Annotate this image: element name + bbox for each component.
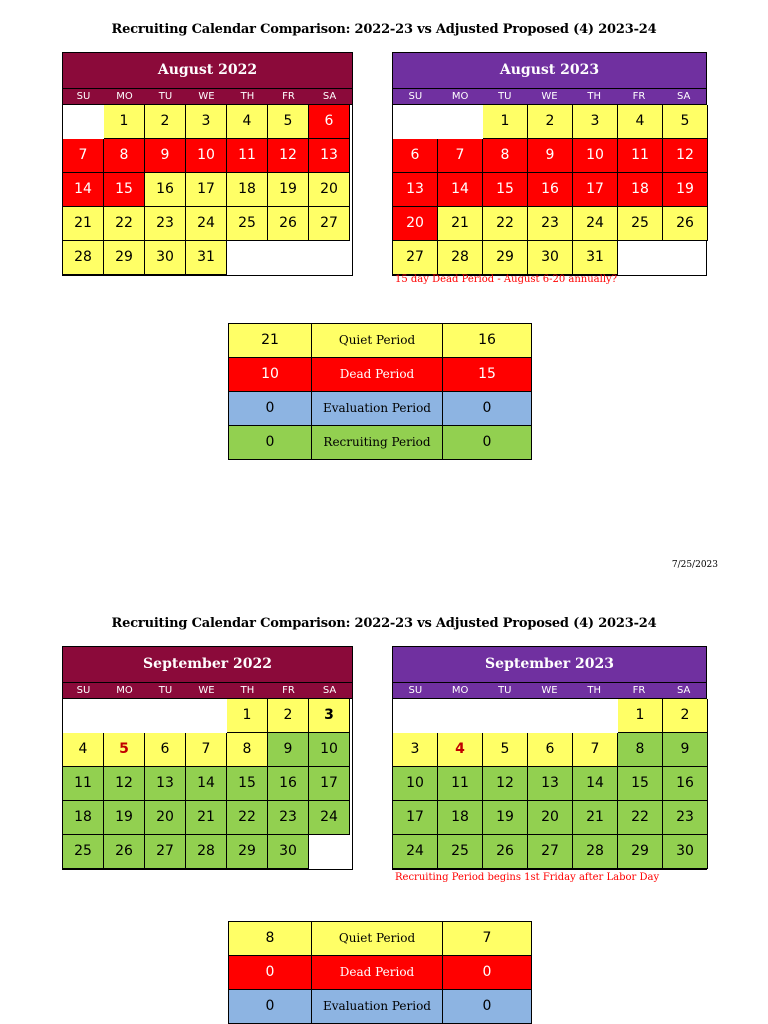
day-cell: 13 bbox=[309, 139, 350, 173]
day-cell: 2 bbox=[663, 699, 708, 733]
day-cell: 25 bbox=[227, 207, 268, 241]
weekday-label: WE bbox=[541, 91, 558, 102]
day-cell: 3 bbox=[393, 733, 438, 767]
proposed-year-count: 16 bbox=[478, 332, 496, 348]
day-grid bbox=[393, 105, 708, 275]
weekday-label: MO bbox=[451, 685, 469, 696]
calendar-august-2022 bbox=[62, 52, 353, 276]
day-cell: 31 bbox=[186, 241, 227, 275]
empty-cell bbox=[528, 699, 573, 733]
day-cell: 7 bbox=[186, 733, 227, 767]
proposed-year-count: 7 bbox=[482, 930, 492, 946]
day-cell: 18 bbox=[618, 173, 663, 207]
period-label: Quiet Period bbox=[312, 324, 443, 357]
day-cell: 2 bbox=[268, 699, 309, 733]
day-cell: 25 bbox=[618, 207, 663, 241]
summary-row bbox=[229, 426, 531, 459]
empty-cell bbox=[573, 699, 618, 733]
day-grid bbox=[393, 699, 708, 869]
day-cell: 14 bbox=[438, 173, 483, 207]
day-cell: 29 bbox=[483, 241, 528, 275]
day-cell: 24 bbox=[393, 835, 438, 869]
recruiting-period-note: Recruiting Period begins 1st Friday after Labor Day bbox=[395, 872, 660, 883]
day-cell: 7 bbox=[438, 139, 483, 173]
period-label: Dead Period bbox=[312, 358, 443, 391]
day-cell: 24 bbox=[309, 801, 350, 835]
day-cell: 21 bbox=[63, 207, 104, 241]
day-cell: 30 bbox=[663, 835, 708, 869]
day-cell: 18 bbox=[227, 173, 268, 207]
day-cell: 15 bbox=[227, 767, 268, 801]
weekday-label: MO bbox=[116, 685, 133, 696]
prior-year-count: 0 bbox=[229, 990, 312, 1023]
weekday-label: TH bbox=[587, 91, 602, 102]
day-cell: 6 bbox=[309, 105, 350, 139]
day-cell: 3 bbox=[309, 699, 350, 733]
day-cell: 16 bbox=[268, 767, 309, 801]
day-cell: 12 bbox=[483, 767, 528, 801]
day-cell: 19 bbox=[268, 173, 309, 207]
day-cell: 19 bbox=[663, 173, 708, 207]
day-cell: 14 bbox=[186, 767, 227, 801]
day-cell: 24 bbox=[573, 207, 618, 241]
weekday-label: SU bbox=[76, 91, 91, 102]
calendar-month-title: August 2023 bbox=[393, 53, 706, 89]
day-cell: 22 bbox=[618, 801, 663, 835]
day-cell: 30 bbox=[145, 241, 186, 275]
day-cell: 3 bbox=[186, 105, 227, 139]
day-cell: 4 bbox=[227, 105, 268, 139]
day-cell: 28 bbox=[63, 241, 104, 275]
day-cell: 22 bbox=[227, 801, 268, 835]
day-cell: 17 bbox=[309, 767, 350, 801]
day-cell: 23 bbox=[145, 207, 186, 241]
day-cell: 12 bbox=[268, 139, 309, 173]
day-cell: 2 bbox=[528, 105, 573, 139]
day-cell: 5 bbox=[483, 733, 528, 767]
day-grid bbox=[63, 699, 350, 869]
day-cell: 8 bbox=[227, 733, 268, 767]
day-cell: 18 bbox=[63, 801, 104, 835]
day-cell: 9 bbox=[528, 139, 573, 173]
day-cell: 26 bbox=[268, 207, 309, 241]
weekday-label: TU bbox=[498, 685, 512, 696]
prior-year-count: 0 bbox=[229, 426, 312, 459]
proposed-year-count: 0 bbox=[482, 964, 492, 980]
calendar-september-2023 bbox=[392, 646, 707, 870]
summary-row bbox=[229, 324, 531, 358]
prior-year-count: 0 bbox=[229, 392, 312, 425]
day-cell: 20 bbox=[145, 801, 186, 835]
empty-cell bbox=[393, 105, 438, 139]
dead-period-note: 15 day Dead Period - August 6-20 annually? bbox=[395, 274, 618, 285]
empty-cell bbox=[438, 105, 483, 139]
day-cell: 5 bbox=[268, 105, 309, 139]
summary-row bbox=[229, 990, 531, 1023]
day-cell: 20 bbox=[393, 207, 438, 241]
empty-cell bbox=[186, 699, 227, 733]
day-cell: 7 bbox=[573, 733, 618, 767]
prior-year-count: 10 bbox=[229, 358, 312, 391]
weekday-label: SU bbox=[408, 685, 423, 696]
day-cell: 1 bbox=[104, 105, 145, 139]
weekday-label: FR bbox=[282, 91, 295, 102]
day-cell: 10 bbox=[393, 767, 438, 801]
day-cell: 9 bbox=[268, 733, 309, 767]
day-cell: 27 bbox=[145, 835, 186, 869]
empty-cell bbox=[145, 699, 186, 733]
empty-cell bbox=[483, 699, 528, 733]
day-cell: 25 bbox=[438, 835, 483, 869]
day-cell: 12 bbox=[104, 767, 145, 801]
day-cell: 8 bbox=[104, 139, 145, 173]
calendar-september-2022 bbox=[62, 646, 353, 870]
calendar-month-title: August 2022 bbox=[63, 53, 352, 89]
weekday-label: MO bbox=[451, 91, 469, 102]
weekday-label: WE bbox=[198, 685, 215, 696]
day-cell: 6 bbox=[145, 733, 186, 767]
weekday-label: SU bbox=[76, 685, 91, 696]
day-cell: 4 bbox=[618, 105, 663, 139]
summary-row bbox=[229, 956, 531, 990]
day-cell: 6 bbox=[528, 733, 573, 767]
day-cell: 18 bbox=[438, 801, 483, 835]
day-cell: 17 bbox=[186, 173, 227, 207]
day-cell: 11 bbox=[618, 139, 663, 173]
weekday-label: WE bbox=[541, 685, 558, 696]
day-cell: 21 bbox=[438, 207, 483, 241]
page-title: Recruiting Calendar Comparison: 2022-23 vs Adjusted Proposed (4) 2023-24 bbox=[111, 22, 657, 37]
day-cell: 21 bbox=[573, 801, 618, 835]
period-label: Recruiting Period bbox=[312, 426, 443, 459]
day-cell: 5 bbox=[663, 105, 708, 139]
day-cell: 12 bbox=[663, 139, 708, 173]
day-cell: 19 bbox=[483, 801, 528, 835]
day-cell: 23 bbox=[528, 207, 573, 241]
summary-row bbox=[229, 358, 531, 392]
day-cell: 1 bbox=[227, 699, 268, 733]
period-label: Evaluation Period bbox=[312, 392, 443, 425]
day-cell: 1 bbox=[618, 699, 663, 733]
day-cell: 9 bbox=[663, 733, 708, 767]
empty-cell bbox=[63, 105, 104, 139]
prior-year-count: 8 bbox=[229, 922, 312, 955]
day-cell: 15 bbox=[483, 173, 528, 207]
day-cell: 9 bbox=[145, 139, 186, 173]
proposed-year-count: 15 bbox=[478, 366, 496, 382]
day-cell: 6 bbox=[393, 139, 438, 173]
day-cell: 17 bbox=[393, 801, 438, 835]
day-cell: 25 bbox=[63, 835, 104, 869]
day-cell: 10 bbox=[573, 139, 618, 173]
proposed-year-count: 0 bbox=[482, 998, 492, 1014]
day-cell: 28 bbox=[573, 835, 618, 869]
weekday-header bbox=[393, 89, 706, 105]
day-cell: 17 bbox=[573, 173, 618, 207]
weekday-label: TH bbox=[240, 685, 255, 696]
day-cell: 29 bbox=[104, 241, 145, 275]
weekday-label: SA bbox=[322, 685, 337, 696]
weekday-label: FR bbox=[282, 685, 295, 696]
weekday-header bbox=[63, 683, 352, 699]
day-cell: 13 bbox=[528, 767, 573, 801]
page-date: 7/25/2023 bbox=[671, 560, 718, 570]
empty-cell bbox=[438, 699, 483, 733]
day-cell: 22 bbox=[483, 207, 528, 241]
day-cell: 14 bbox=[63, 173, 104, 207]
day-cell: 5 bbox=[104, 733, 145, 767]
empty-cell bbox=[104, 699, 145, 733]
weekday-label: FR bbox=[632, 91, 646, 102]
weekday-label: TH bbox=[587, 685, 602, 696]
day-cell: 28 bbox=[186, 835, 227, 869]
weekday-label: TU bbox=[158, 91, 173, 102]
day-cell: 11 bbox=[438, 767, 483, 801]
summary-row bbox=[229, 922, 531, 956]
day-cell: 26 bbox=[483, 835, 528, 869]
day-cell: 29 bbox=[618, 835, 663, 869]
day-cell: 16 bbox=[145, 173, 186, 207]
day-cell: 24 bbox=[186, 207, 227, 241]
day-cell: 15 bbox=[104, 173, 145, 207]
weekday-label: SA bbox=[676, 685, 691, 696]
weekday-label: MO bbox=[116, 91, 133, 102]
proposed-year-count: 0 bbox=[482, 400, 492, 416]
weekday-label: TU bbox=[498, 91, 512, 102]
day-cell: 1 bbox=[483, 105, 528, 139]
day-cell: 22 bbox=[104, 207, 145, 241]
weekday-label: SU bbox=[408, 91, 423, 102]
day-cell: 26 bbox=[663, 207, 708, 241]
empty-cell bbox=[63, 699, 104, 733]
day-cell: 10 bbox=[186, 139, 227, 173]
day-cell: 27 bbox=[393, 241, 438, 275]
calendar-august-2023 bbox=[392, 52, 707, 276]
day-cell: 13 bbox=[145, 767, 186, 801]
day-cell: 2 bbox=[145, 105, 186, 139]
calendar-month-title: September 2022 bbox=[63, 647, 352, 683]
day-cell: 8 bbox=[618, 733, 663, 767]
prior-year-count: 0 bbox=[229, 956, 312, 989]
day-cell: 11 bbox=[63, 767, 104, 801]
weekday-header bbox=[393, 683, 706, 699]
day-cell: 4 bbox=[438, 733, 483, 767]
day-cell: 27 bbox=[528, 835, 573, 869]
day-cell: 19 bbox=[104, 801, 145, 835]
weekday-label: TH bbox=[240, 91, 255, 102]
weekday-label: WE bbox=[198, 91, 215, 102]
day-cell: 16 bbox=[663, 767, 708, 801]
summary-table-august bbox=[228, 323, 532, 460]
weekday-header bbox=[63, 89, 352, 105]
day-cell: 31 bbox=[573, 241, 618, 275]
day-cell: 30 bbox=[268, 835, 309, 869]
period-label: Evaluation Period bbox=[312, 990, 443, 1023]
calendar-month-title: September 2023 bbox=[393, 647, 706, 683]
weekday-label: FR bbox=[632, 685, 646, 696]
day-cell: 26 bbox=[104, 835, 145, 869]
prior-year-count: 21 bbox=[229, 324, 312, 357]
weekday-label: TU bbox=[158, 685, 173, 696]
weekday-label: SA bbox=[676, 91, 691, 102]
day-cell: 4 bbox=[63, 733, 104, 767]
day-cell: 20 bbox=[309, 173, 350, 207]
period-label: Dead Period bbox=[312, 956, 443, 989]
empty-cell bbox=[393, 699, 438, 733]
day-cell: 3 bbox=[573, 105, 618, 139]
day-grid bbox=[63, 105, 350, 275]
day-cell: 29 bbox=[227, 835, 268, 869]
day-cell: 14 bbox=[573, 767, 618, 801]
weekday-label: SA bbox=[322, 91, 337, 102]
proposed-year-count: 0 bbox=[482, 434, 492, 450]
day-cell: 23 bbox=[268, 801, 309, 835]
summary-row bbox=[229, 392, 531, 426]
period-label: Quiet Period bbox=[312, 922, 443, 955]
day-cell: 30 bbox=[528, 241, 573, 275]
day-cell: 10 bbox=[309, 733, 350, 767]
day-cell: 13 bbox=[393, 173, 438, 207]
day-cell: 16 bbox=[528, 173, 573, 207]
day-cell: 20 bbox=[528, 801, 573, 835]
page-title: Recruiting Calendar Comparison: 2022-23 vs Adjusted Proposed (4) 2023-24 bbox=[111, 616, 657, 631]
day-cell: 23 bbox=[663, 801, 708, 835]
day-cell: 8 bbox=[483, 139, 528, 173]
day-cell: 21 bbox=[186, 801, 227, 835]
day-cell: 11 bbox=[227, 139, 268, 173]
day-cell: 28 bbox=[438, 241, 483, 275]
day-cell: 7 bbox=[63, 139, 104, 173]
day-cell: 15 bbox=[618, 767, 663, 801]
day-cell: 27 bbox=[309, 207, 350, 241]
summary-table-september bbox=[228, 921, 532, 1024]
